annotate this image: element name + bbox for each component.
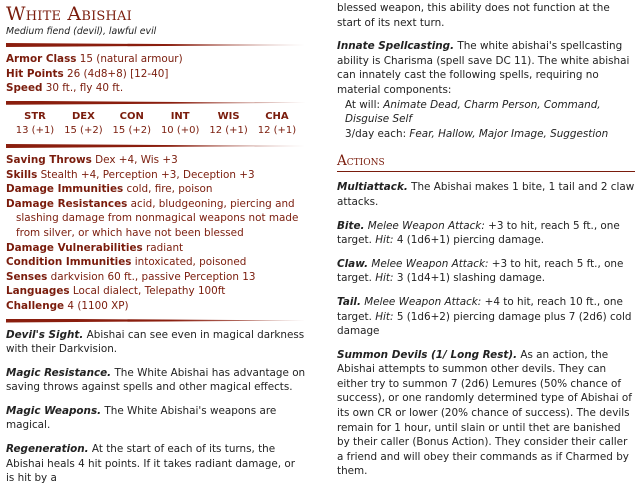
ability-wis: [206, 110, 252, 139]
divider: [6, 101, 306, 105]
trait-name: Devil's Sight.: [6, 328, 84, 341]
action-tail: [337, 295, 635, 339]
speed-row: [6, 81, 306, 96]
property-condition-immunities: [6, 255, 306, 270]
monster-subtitle: Medium fiend (devil), lawful evil: [6, 26, 157, 37]
hit-text: 4 (1d6+1) piercing damage.: [396, 234, 545, 247]
regeneration-continued: blessed weapon, this ability does not function at the start of its next turn.: [337, 2, 610, 29]
property-value: 4 (1100 XP): [67, 299, 129, 312]
action-name: Claw.: [337, 257, 369, 270]
ability-value: 15 (+2): [112, 125, 151, 137]
ability-value: 12 (+1): [257, 125, 297, 137]
ability-value: 13 (+1): [15, 125, 55, 137]
armor-class-label: Armor Class: [6, 53, 77, 65]
attack-desc: +3 to hit, reach 5 ft., one target.: [337, 257, 624, 285]
spells-at-will: [337, 98, 635, 127]
stat-block-left-column: [6, 0, 306, 486]
property-value: intoxicated, poisoned: [134, 256, 247, 269]
ability-int: [157, 110, 203, 139]
action-text: The Abishai makes 1 bite, 1 tail and 2 claw attacks.: [337, 181, 635, 208]
attack-type: Melee Weapon Attack:: [364, 295, 482, 308]
action-multiattack: [337, 180, 635, 209]
property-languages: [6, 284, 306, 299]
property-damage-resistances: [6, 197, 306, 241]
property-label: Languages: [6, 285, 70, 298]
property-challenge: [6, 299, 306, 314]
stat-block-right-column: [337, 0, 635, 479]
ability-str: [12, 110, 58, 139]
action-name: Multiattack.: [337, 181, 408, 194]
ability-name: WIS: [217, 110, 240, 122]
ability-name: STR: [24, 110, 46, 122]
trait-name: Magic Resistance.: [6, 366, 112, 379]
action-claw: [337, 257, 635, 286]
trait-magic-weapons: [6, 404, 306, 433]
ability-value: 10 (+0): [160, 125, 200, 137]
property-label: Damage Immunities: [6, 183, 124, 196]
property-label: Damage Resistances: [6, 197, 128, 210]
hit-points-value: 26 (4d8+8) [12-40]: [67, 67, 169, 80]
spells-per-day-list: Fear, Hallow, Major Image, Suggestion: [409, 127, 609, 140]
hit-label: Hit:: [375, 234, 394, 247]
property-value: Stealth +4, Perception +3, Deception +3: [40, 168, 255, 181]
trait-name: Regeneration.: [6, 443, 89, 456]
speed-value: 30 ft., fly 40 ft.: [45, 82, 124, 95]
ability-dex: [60, 110, 106, 139]
trait-devils-sight: [6, 328, 306, 357]
property-label: Damage Vulnerabilities: [6, 241, 143, 254]
property-label: Challenge: [6, 299, 65, 312]
spells-per-day: [337, 127, 635, 142]
monster-name: White Abishai: [6, 3, 132, 25]
property-value: radiant: [145, 241, 184, 254]
property-value: Dex +4, Wis +3: [95, 153, 178, 166]
trait-magic-resistance: [6, 366, 306, 395]
ability-value: 15 (+2): [64, 125, 103, 137]
hit-label: Hit:: [375, 310, 394, 323]
hit-points-label: Hit Points: [6, 67, 64, 80]
attack-type: Melee Weapon Attack:: [367, 219, 485, 232]
hit-label: Hit:: [375, 272, 394, 285]
property-label: Saving Throws: [6, 153, 92, 166]
ability-cha: [254, 110, 300, 139]
armor-class-value: 15 (natural armour): [79, 53, 183, 65]
speed-label: Speed: [6, 82, 43, 95]
trait-name: Magic Weapons.: [6, 404, 102, 417]
spells-at-will-list: Animate Dead, Charm Person, Command, Disguise Self: [345, 98, 601, 126]
hit-points-row: [6, 67, 306, 82]
action-name: Bite.: [337, 219, 365, 232]
attack-type: Melee Weapon Attack:: [371, 257, 489, 270]
action-name: Summon Devils (1/ Long Rest).: [337, 348, 518, 361]
spells-at-will-label: At will:: [345, 98, 380, 111]
attack-desc: +3 to hit, reach 5 ft., one target.: [337, 219, 620, 247]
property-value: cold, fire, poison: [126, 183, 213, 196]
attack-desc: +4 to hit, reach 10 ft., one target.: [337, 295, 623, 323]
ability-value: 12 (+1): [209, 125, 248, 137]
properties: [6, 153, 306, 314]
spells-per-day-label: 3/day each:: [345, 127, 407, 140]
property-label: Skills: [6, 168, 38, 181]
property-label: Senses: [6, 270, 48, 283]
hit-text: 5 (1d6+2) piercing damage plus 7 (2d6) cold damage: [337, 310, 632, 338]
ability-name: CHA: [265, 110, 289, 122]
trait-text: Abishai can see even in magical darkness with their Darkvision.: [6, 328, 305, 356]
action-name: Tail.: [337, 295, 361, 308]
ability-name: INT: [170, 110, 190, 122]
property-label: Condition Immunities: [6, 256, 132, 269]
basic-stats: [6, 52, 306, 96]
ability-scores: [6, 110, 306, 139]
action-text: As an action, the Abishai attempts to summon other devils. They can either try to summon 7 (2d6) Lemures (50% chance of success), or one randomly determined type of Abishai of its own CR or lower (20% chance of success). The devils remain for 1 hour, until slain or until thet are banished by their caller (Bonus Action). They consider their caller a friend and will obey their commands as if Charmed by them.: [337, 348, 632, 478]
property-saving-throws: [6, 153, 306, 168]
divider: [6, 43, 306, 47]
trait-text: The White Abishai has advantage on saving throws against spells and other magical effects.: [6, 366, 306, 394]
actions-heading: Actions: [337, 153, 635, 172]
trait-name: Innate Spellcasting.: [337, 40, 455, 53]
property-value: acid, bludgeoning, piercing and slashing damage from nonmagical weapons not made from silver, or which have not been blessed: [16, 197, 299, 239]
divider: [6, 319, 306, 323]
ability-con: [109, 110, 155, 139]
property-skills: [6, 168, 306, 183]
divider: [6, 144, 306, 148]
property-damage-immunities: [6, 182, 306, 197]
hit-text: 3 (1d4+1) slashing damage.: [396, 272, 546, 285]
ability-name: DEX: [71, 110, 95, 122]
trait-text: The White Abishai's weapons are magical.: [6, 404, 277, 432]
trait-text: At the start of each of its turns, the Abishai heals 4 hit points. If it takes radiant damage, or is hit by a: [6, 443, 295, 485]
property-value: darkvision 60 ft., passive Perception 13: [50, 270, 256, 283]
trait-regeneration: [6, 442, 306, 486]
trait-innate-spellcasting: [337, 39, 635, 97]
action-bite: [337, 219, 635, 248]
action-summon-devils: [337, 348, 635, 479]
property-senses: [6, 270, 306, 285]
armor-class-row: [6, 52, 306, 67]
property-damage-vulnerabilities: [6, 241, 306, 256]
property-value: Local dialect, Telepathy 100ft: [72, 285, 226, 298]
ability-name: CON: [119, 110, 144, 122]
trait-text: The white abishai's spellcasting ability is Charisma (spell save DC 11). The white abishai can innately cast the following spells, requiring no material components:: [337, 40, 630, 96]
